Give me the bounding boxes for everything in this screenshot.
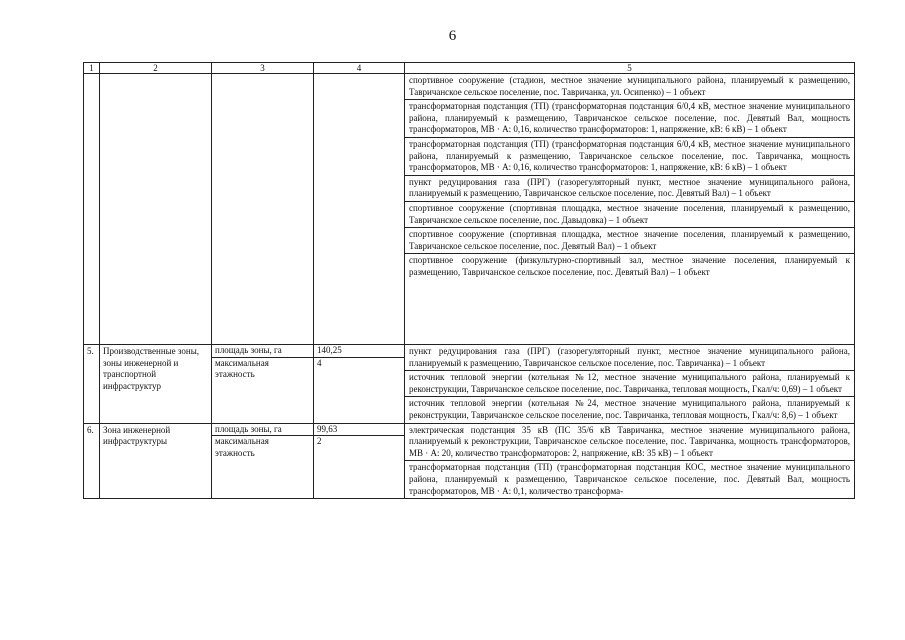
param-area-value: 140,25 (314, 345, 404, 358)
param-area-value: 99,63 (314, 424, 404, 437)
object-item: пункт редуцирования газа (ПРГ) (газорегуляторный пункт, местное значение муниципального района, планируемый к размещению, Тавричанское сельское поселение, пос. Девятый Вал) – 1 объект (405, 176, 854, 202)
header-col-5: 5 (405, 63, 855, 74)
object-item: трансформаторная подстанция (ТП) (трансформаторная подстанция 6/0,4 кВ, местное значение муниципального района, планируемый к размещению, Тавричанское сельское поселение, пос. Девятый Вал, мощность трансформаторов, МВ · А: 0,16, количество трансформаторов: 1, напряжение, кВ: 6 кВ) – 1 объект (405, 100, 854, 138)
param-floors-label: максимальная этажность (215, 436, 269, 458)
object-item: спортивное сооружение (спортивная площадка, местное значение поселения, планируемый к размещению, Тавричанское сельское поселение, пос. Давыдовка) – 1 объект (405, 202, 854, 228)
header-col-3: 3 (212, 63, 314, 74)
object-item: источник тепловой энергии (котельная №12, местное значение муниципального района, планируемый к реконструкции, Тавричанское сельское поселение, пос. Тавричанка, тепловая мощность, Гкал/ч: 0,69) – 1 объект (405, 371, 854, 397)
object-item: источник тепловой энергии (котельная №24, местное значение муниципального района, планируемый к реконструкции, Тавричанское сельское поселение, пос. Тавричанка, тепловая мощность, Гкал/ч: 8,6) – 1 объект (409, 398, 850, 420)
param-area-label: площадь зоны, га (212, 345, 313, 358)
values-cell (314, 345, 405, 424)
object-item: пункт редуцирования газа (ПРГ) (газорегуляторный пункт, местное значение муниципального района, планируемый к размещению, Тавричанское сельское поселение, пос. Тавричанка) – 1 объект (405, 345, 854, 371)
header-col-1: 1 (84, 63, 100, 74)
zone-name: Производственные зоны, зоны инженерной и транспортной инфраструктур (100, 345, 212, 424)
params-cell (212, 345, 314, 424)
values-cell (314, 423, 405, 499)
object-item: электрическая подстанция 35 кВ (ПС 35/6 кВ Тавричанка, местное значение муниципального района, планируемый к реконструкции, Тавричанское сельское поселение, пос. Тавричанка, мощность трансформаторов, МВ · А: 20, количество трансформаторов: 2, напряжение, кВ: 35 кВ) – 1 объект (405, 424, 854, 462)
param-area-label: площадь зоны, га (212, 424, 313, 437)
page-number: 6 (448, 28, 457, 44)
object-item: спортивное сооружение (физкультурно-спортивный зал, местное значение поселения, планируемый к размещению, Тавричанское сельское поселение, пос. Девятый Вал) – 1 объект (409, 255, 850, 277)
object-item: спортивное сооружение (спортивная площадка, местное значение поселения, планируемый к размещению, Тавричанское сельское поселение, пос. Девятый Вал) – 1 объект (405, 228, 854, 254)
header-col-4: 4 (314, 63, 405, 74)
zone-name: Зона инженерной инфраструктуры (100, 423, 212, 499)
table-header-row (84, 63, 855, 74)
table-row (84, 423, 855, 499)
object-item: трансформаторная подстанция (ТП) (трансформаторная подстанция 6/0,4 кВ, местное значение муниципального района, планируемый к размещению, Тавричанское сельское поселение, пос. Тавричанка, мощность трансформаторов, МВ · А: 0,16, количество трансформаторов: 1, напряжение, кВ: 6 кВ) – 1 объект (405, 138, 854, 176)
param-floors-value: 2 (317, 436, 322, 447)
row-number: 6. (84, 423, 100, 499)
objects-cell (405, 345, 855, 424)
param-floors-value: 4 (317, 357, 322, 368)
table-row (84, 345, 855, 424)
row-number: 5. (84, 345, 100, 424)
objects-cell (405, 74, 855, 345)
header-col-2: 2 (100, 63, 212, 74)
object-item: трансформаторная подстанция (ТП) (трансформаторная подстанция КОС, местное значение муниципального района, планируемый к размещению, Тавричанское сельское поселение, пос. Девятый Вал, мощность трансформаторов, МВ · А: 0,1, количество трансформа- (409, 462, 850, 496)
zones-table (83, 62, 855, 499)
objects-cell (405, 423, 855, 499)
table-row (84, 74, 855, 345)
params-cell (212, 423, 314, 499)
param-floors-label: максимальная этажность (215, 357, 269, 380)
object-item: спортивное сооружение (стадион, местное значение муниципального района, планируемый к размещению, Тавричанское сельское поселение, пос. Тавричанка, ул. Осипенко) – 1 объект (405, 74, 854, 100)
